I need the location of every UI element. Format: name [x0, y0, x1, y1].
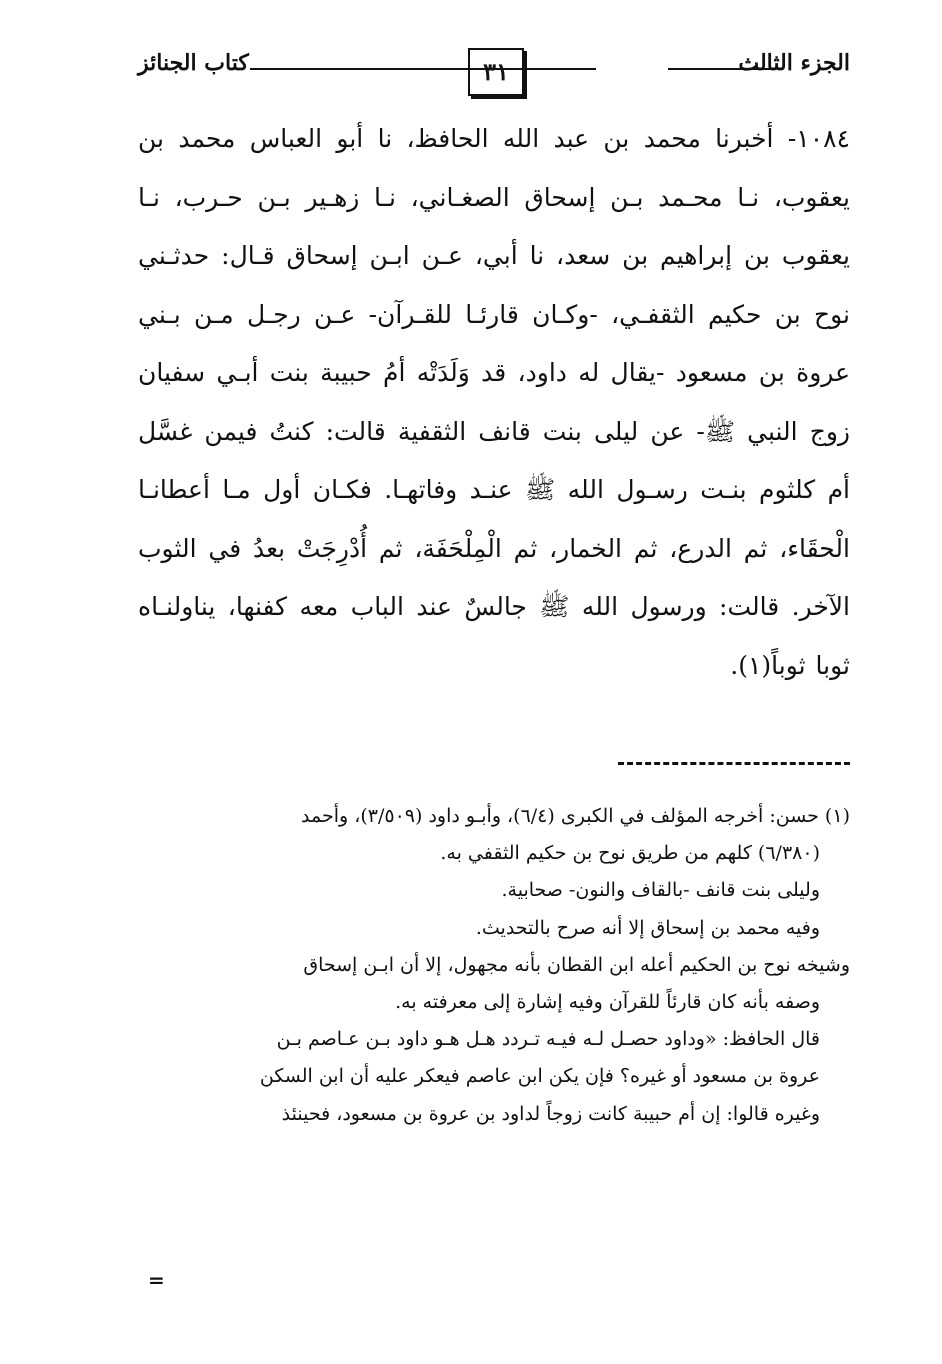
footnote-line: وصفه بأنه كان قارئاً للقرآن وفيه إشارة إلى معرفته به.	[395, 991, 820, 1014]
footnote-line: عروة بن مسعود أو غيره؟ فإن يكن ابن عاصم فيعكر عليه أن ابن السكن	[259, 1065, 820, 1088]
continuation-mark: =	[148, 1268, 165, 1292]
footnote-line: (٦/٣٨٠) كلهم من طريق نوح بن حكيم الثقفي به.	[440, 842, 820, 865]
hadith-paragraph: ١٠٨٤- أخبرنا محمد بن عبد الله الحافظ، نا أبو العباس محمد بن يعقوب، نـا محـمد بـن إسحاق الصغـاني، نـا زهـير بـن حـرب، نـا يعقوب بن إبراهيم بن سعد، نا أبي، عـن ابـن إسحاق قـال: حدثـني نوح بن حكيم الثقفـي، -وكـان قارئـا للقـرآن- عـن رجـل مـن بـني عروة بن مسعود -يقال له داود، قد وَلَدَتْه أمُ حبيبة بنت أبـي سفيان زوج النبي ﷺ- عن ليلى بنت قانف الثقفية قالت: كنتُ فيمن غسَّل أم كلثوم بنـت رسـول الله ﷺ عنـد وفاتهـا. فكـان أول مـا أعطانـا الْحقَاء، ثم الدرع، ثم الخمار، ثم الْمِلْحَفَة، ثم أُدْرِجَتْ بعدُ في الثوب الآخر. قالت: ورسول الله ﷺ جالسٌ عند الباب معه كفنها، يناولنـاه ثوبا ثوباً(١).	[138, 124, 850, 680]
footnote-line: وشيخه نوح بن الحكيم أعله ابن القطان بأنه مجهول، إلا أن ابـن إسحاق	[303, 953, 850, 976]
footnote-line: وليلى بنت قانف -بالقاف والنون- صحابية.	[501, 879, 820, 902]
main-text-block	[138, 110, 850, 695]
running-header	[138, 42, 850, 98]
header-rule-left	[250, 68, 596, 70]
footnote-line: وفيه محمد بن إسحاق إلا أنه صرح بالتحديث.	[475, 916, 820, 939]
footnote-line: (١) حسن: أخرجه المؤلف في الكبرى (٦/٤)، وأبـو داود (٣/٥٠٩)، وأحمد	[301, 805, 850, 827]
footnotes-block	[150, 798, 850, 1133]
header-book-title: كتاب الجنائز	[138, 50, 249, 76]
footnote-line: وغيره قالوا: إن أم حبيبة كانت زوجاً لداود بن عروة بن مسعود، فحينئذ	[281, 1102, 820, 1125]
footnote-line: قال الحافظ: «وداود حصـل لـه فيـه تـردد هـل هـو داود بـن عـاصم بـن	[276, 1028, 820, 1051]
footnote-separator	[618, 762, 850, 765]
header-rule-right	[668, 68, 770, 70]
header-part-title: الجزء الثالث	[738, 50, 850, 76]
page-number: ٣١	[468, 48, 524, 96]
